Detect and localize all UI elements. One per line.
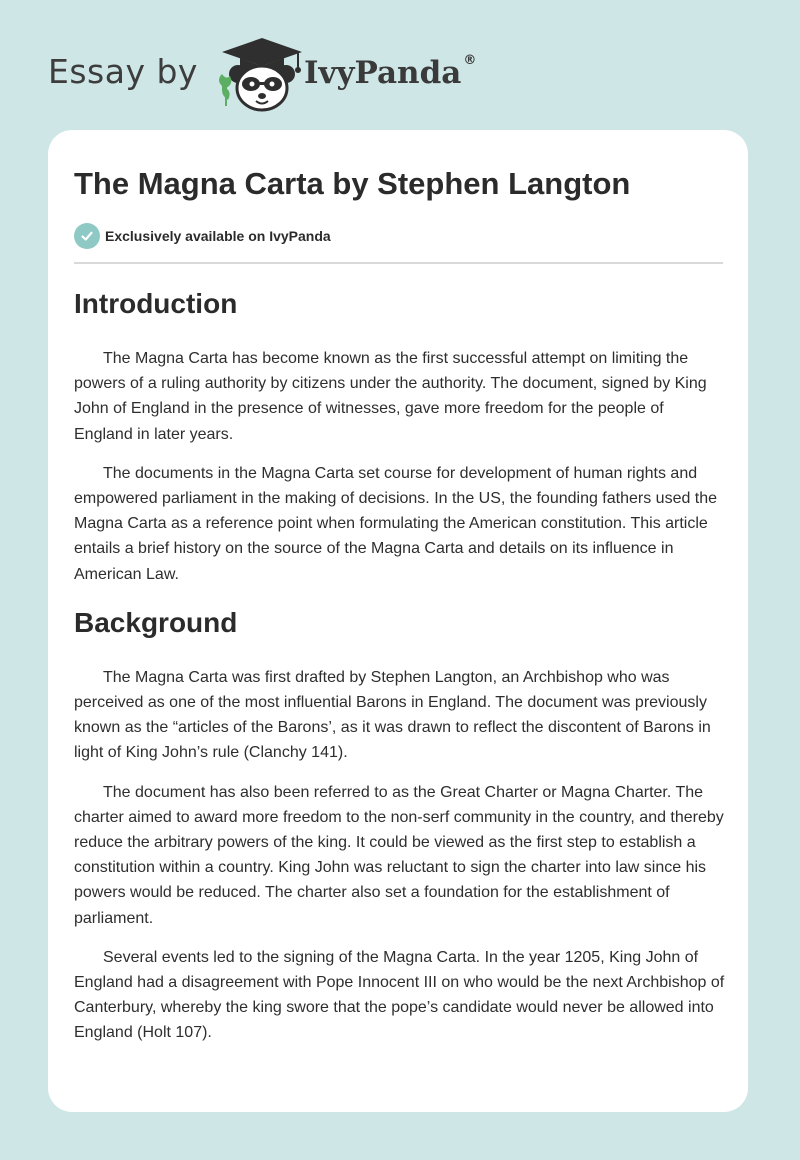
exclusive-badge [74,222,722,250]
site-header [48,34,476,114]
panda-logo-icon[interactable] [214,34,310,114]
exclusive-label: Exclusively available on IvyPanda [105,228,331,244]
paragraph: The Magna Carta was first drafted by Stephen Langton, an Archbishop who was perceived as one of the most influential Barons in England. The document was previously known as the “articles of the Barons’, as it was drawn to reflect the discontent of Barons in light of King John’s rule (Clanchy 141). [74,668,711,762]
article-title: The Magna Carta by Stephen Langton [74,166,631,201]
paragraph: The Magna Carta has become known as the first successful attempt on limiting the powers of a ruling authority by citizens under the authority. The document, signed by King John of England in the presence of witnesses, gave more freedom for the people of England in later years. [74,350,707,443]
paragraph: The document has also been referred to as the Great Charter or Magna Charter. The charter aimed to award more freedom to the non-serf community in the country, and thereby reduce the arbitrary powers of the king. It could be viewed as the first step to establish a constitution within a country. King John was reluctant to sign the charter into law since his powers would be reduced. The charter also set a foundation for the establishment of parliament. [74,783,724,927]
paragraph: Several events led to the signing of the Magna Carta. In the year 1205, King John of England had a disagreement with Pope Innocent III on who would be the next Archbishop of Canterbury, whereby the king swore that the pope’s candidate would never be allowed into England (Holt 107). [74,948,725,1042]
essay-by-label: Essay by [48,51,198,91]
title-divider [74,262,723,264]
registered-mark: ® [463,52,477,68]
brand-name-text: IvyPanda [303,55,462,91]
section-heading-background: Background [74,606,238,638]
check-icon [74,223,100,249]
section-heading-introduction: Introduction [74,288,238,319]
brand-name[interactable] [303,52,477,91]
article-card [48,130,748,1112]
paragraph: The documents in the Magna Carta set course for development of human rights and empowered parliament in the making of decisions. In the US, the founding fathers used the Magna Carta as a reference point when formulating the American constitution. This article entails a brief history on the source of the Magna Carta and details on its influence in American Law. [74,464,718,583]
